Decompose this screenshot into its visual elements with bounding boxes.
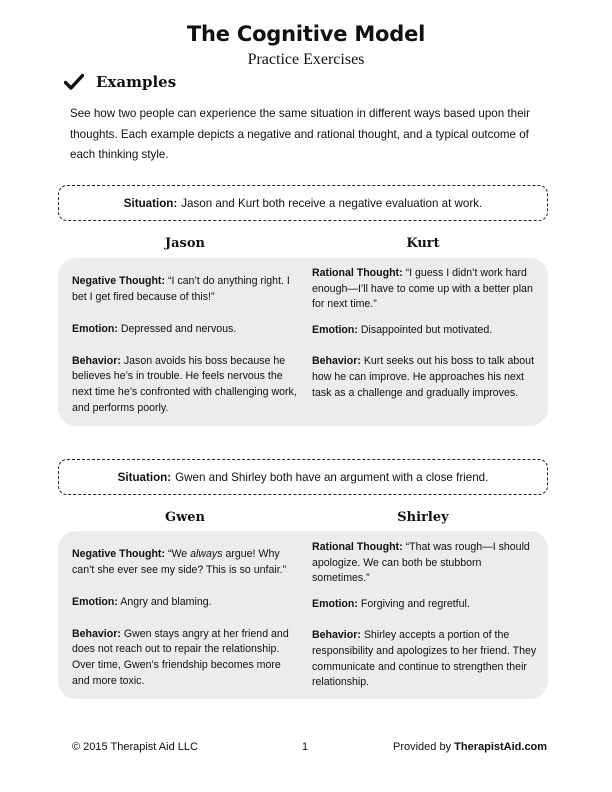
behavior bbox=[312, 628, 538, 690]
shirley-column bbox=[312, 540, 538, 691]
thought-label: Negative Thought: bbox=[72, 275, 165, 287]
negative-thought bbox=[72, 547, 298, 578]
person-name-gwen: Gwen bbox=[164, 510, 205, 525]
behavior bbox=[72, 354, 298, 416]
behavior-text: Shirley accepts a portion of the responsibility and apologizes to her friend. They communicate and continue to strengthen their relationship. bbox=[312, 629, 537, 689]
page-subtitle: Practice Exercises bbox=[247, 51, 365, 68]
checkmark-icon bbox=[64, 73, 84, 91]
section-heading-label: Examples bbox=[96, 73, 177, 91]
behavior-label: Behavior: bbox=[72, 627, 121, 640]
provided-by-text: Provided by bbox=[393, 741, 452, 753]
thought-label: Negative Thought: bbox=[72, 548, 165, 560]
behavior-label: Behavior: bbox=[312, 355, 361, 368]
thought-text-post: argue! Why can’t she ever see my side? This is so unfair.” bbox=[72, 548, 287, 576]
thought-text: “I guess I didn’t work hard enough—I’ll have to come up with a better plan for next time.” bbox=[312, 267, 533, 311]
page-title: The Cognitive Model bbox=[186, 22, 426, 46]
situation-box-2 bbox=[58, 459, 548, 495]
footer-copyright: © 2015 Therapist Aid LLC bbox=[72, 741, 198, 753]
behavior-text: Kurt seeks out his boss to talk about how he can improve. He approaches his next task as a challenge and gradually improves. bbox=[312, 355, 535, 399]
behavior-label: Behavior: bbox=[72, 354, 121, 367]
jason-column bbox=[72, 274, 298, 416]
thought-text-pre: “We bbox=[167, 548, 191, 560]
thought-text: “That was rough—I should apologize. We can both be stubborn sometimes.” bbox=[312, 541, 530, 585]
emotion-text: Angry and blaming. bbox=[120, 596, 212, 609]
thought-label: Rational Thought: bbox=[312, 541, 403, 553]
situation-text: Jason and Kurt both receive a negative evaluation at work. bbox=[181, 196, 483, 210]
emotion-text: Disappointed but motivated. bbox=[360, 323, 493, 336]
kurt-column bbox=[312, 266, 538, 401]
situation-text: Gwen and Shirley both have an argument with a close friend. bbox=[175, 470, 489, 484]
rational-thought bbox=[312, 266, 538, 313]
person-name-jason: Jason bbox=[164, 236, 205, 251]
footer-provided-by bbox=[393, 741, 547, 753]
section-heading bbox=[64, 71, 176, 93]
emotion bbox=[72, 322, 298, 338]
emotion-label: Emotion: bbox=[72, 596, 118, 609]
emotion bbox=[312, 323, 538, 339]
emotion bbox=[72, 595, 298, 611]
gwen-column bbox=[72, 547, 298, 689]
situation-box-1 bbox=[58, 185, 548, 221]
behavior-text: Gwen stays angry at her friend and does not reach out to repair the relationship. Over time, Gwen’s friendship becomes more and more toxic. bbox=[72, 627, 289, 687]
intro-paragraph: See how two people can experience the same situation in different ways based upon their thoughts. Each example depicts a negative and rational thought, and a typical outcome of each thinking style. bbox=[70, 107, 530, 161]
behavior bbox=[312, 354, 538, 401]
person-name-shirley: Shirley bbox=[397, 510, 449, 525]
thought-emphasis: always bbox=[190, 548, 223, 560]
footer-page-number: 1 bbox=[302, 741, 309, 753]
emotion bbox=[312, 597, 538, 613]
thought-label: Rational Thought: bbox=[312, 267, 403, 279]
rational-thought bbox=[312, 540, 538, 587]
brand-link[interactable]: TherapistAid.com bbox=[454, 741, 548, 753]
emotion-label: Emotion: bbox=[312, 597, 358, 610]
behavior-label: Behavior: bbox=[312, 629, 361, 642]
behavior-text: Jason avoids his boss because he believes he’s in trouble. He feels nervous the next time he’s confronted with challenging work, and performs poorly. bbox=[72, 354, 297, 414]
thought-text: “I can’t do anything right. I bet I get fired because of this!” bbox=[72, 275, 290, 303]
emotion-label: Emotion: bbox=[312, 323, 358, 336]
situation-label: Situation: bbox=[123, 196, 178, 210]
emotion-text: Depressed and nervous. bbox=[120, 323, 237, 336]
behavior bbox=[72, 627, 298, 689]
person-name-kurt: Kurt bbox=[406, 236, 440, 251]
emotion-label: Emotion: bbox=[72, 323, 118, 336]
situation-label: Situation: bbox=[117, 470, 172, 484]
negative-thought bbox=[72, 274, 298, 305]
emotion-text: Forgiving and regretful. bbox=[360, 597, 470, 610]
